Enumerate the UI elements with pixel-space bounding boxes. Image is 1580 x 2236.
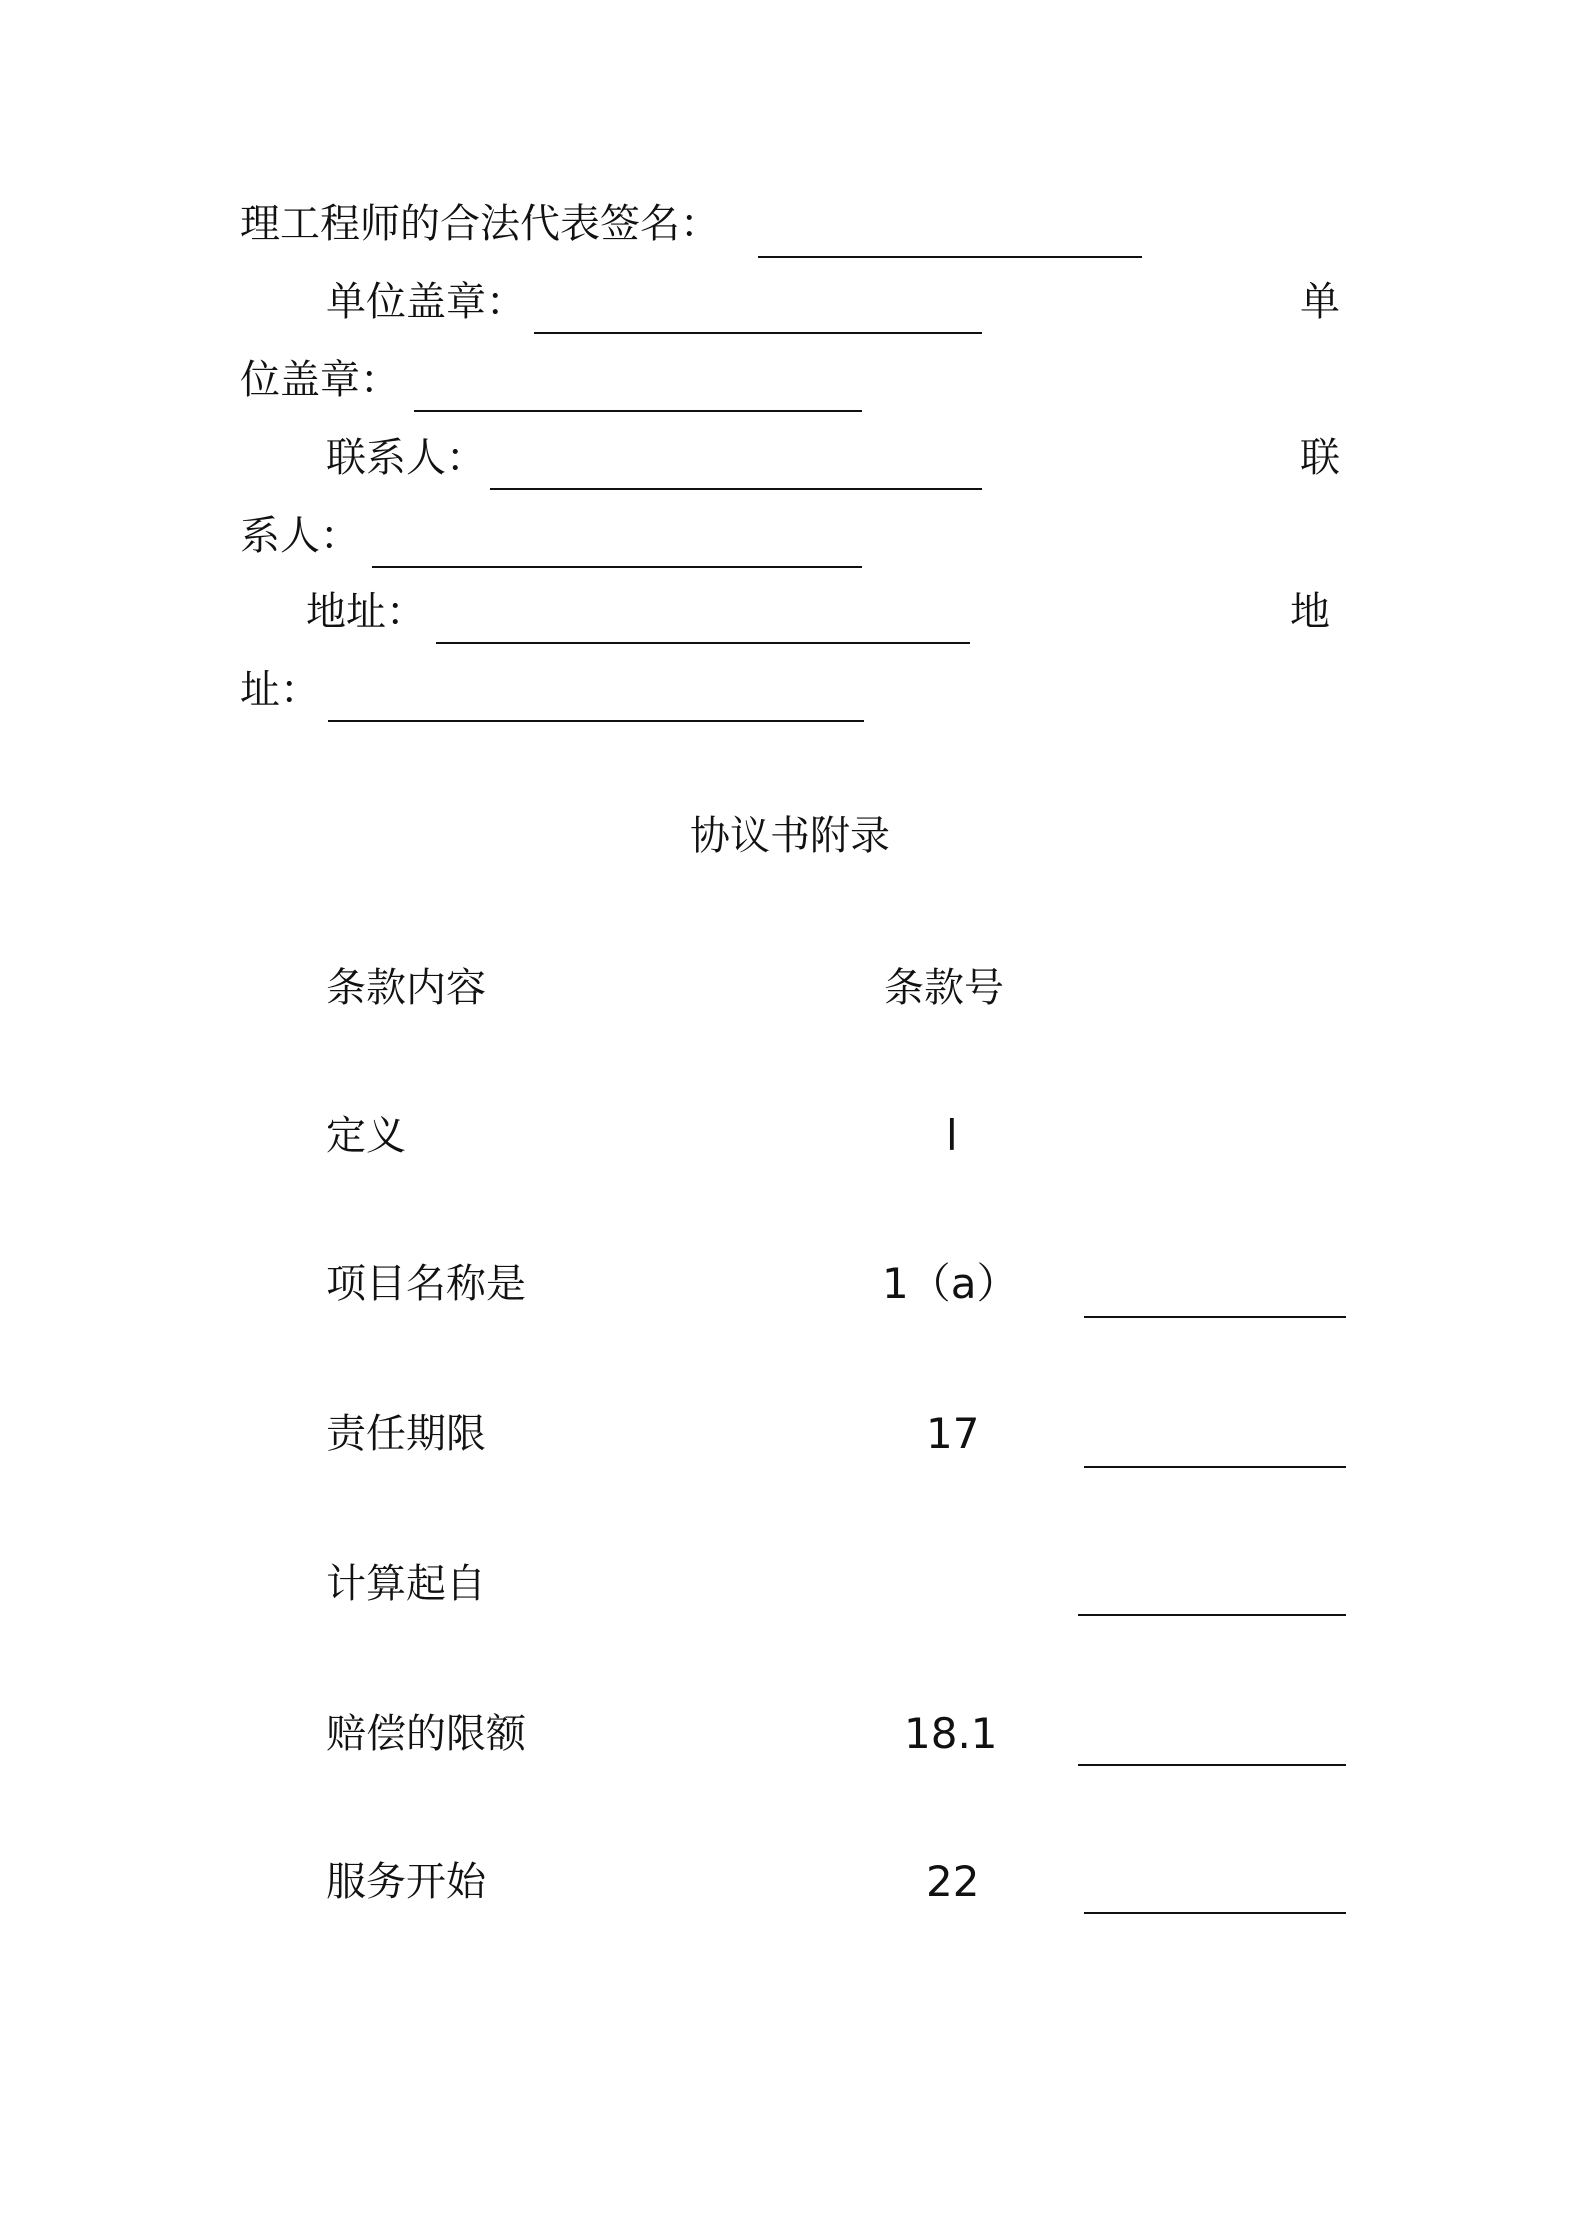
row-content-definition: 定义	[326, 1113, 406, 1159]
address-label-a: 地址：	[306, 589, 426, 635]
contact-label-b-part2: 系人：	[240, 513, 360, 559]
row-blank-compensation-limit	[1078, 1764, 1346, 1766]
seal-label-b-part2: 位盖章：	[240, 357, 400, 403]
row-blank-project-name	[1084, 1316, 1346, 1318]
engineer-rep-signature-label: 理工程师的合法代表签名：	[240, 201, 720, 247]
column-header-number: 条款号	[884, 965, 1004, 1011]
appendix-title: 协议书附录	[690, 813, 890, 859]
seal-blank-b	[414, 410, 862, 412]
row-blank-calculated-from	[1078, 1614, 1346, 1616]
contact-blank-a	[490, 488, 982, 490]
column-header-content: 条款内容	[326, 965, 486, 1011]
address-blank-b	[328, 720, 864, 722]
engineer-rep-signature-blank	[758, 256, 1142, 258]
contact-label-b-part1: 联	[1300, 435, 1340, 481]
row-number-liability-period: 17	[926, 1409, 980, 1458]
row-content-liability-period: 责任期限	[326, 1411, 486, 1457]
seal-label-b-part1: 单	[1300, 279, 1340, 325]
row-number-definition: l	[946, 1111, 958, 1160]
row-number-service-start: 22	[926, 1857, 980, 1906]
row-content-calculated-from: 计算起自	[326, 1561, 486, 1607]
row-content-project-name: 项目名称是	[326, 1261, 526, 1307]
seal-label-a: 单位盖章：	[326, 279, 526, 325]
address-label-b-part1: 地	[1290, 589, 1330, 635]
contact-blank-b	[372, 566, 862, 568]
row-content-service-start: 服务开始	[326, 1859, 486, 1905]
row-blank-liability-period	[1084, 1466, 1346, 1468]
row-number-project-name: 1（a）	[882, 1259, 1019, 1308]
row-blank-service-start	[1084, 1912, 1346, 1914]
row-number-compensation-limit: 18.1	[904, 1709, 998, 1758]
seal-blank-a	[534, 332, 982, 334]
row-content-compensation-limit: 赔偿的限额	[326, 1711, 526, 1757]
address-label-b-part2: 址：	[240, 667, 320, 713]
contact-label-a: 联系人：	[326, 435, 486, 481]
address-blank-a	[436, 642, 970, 644]
